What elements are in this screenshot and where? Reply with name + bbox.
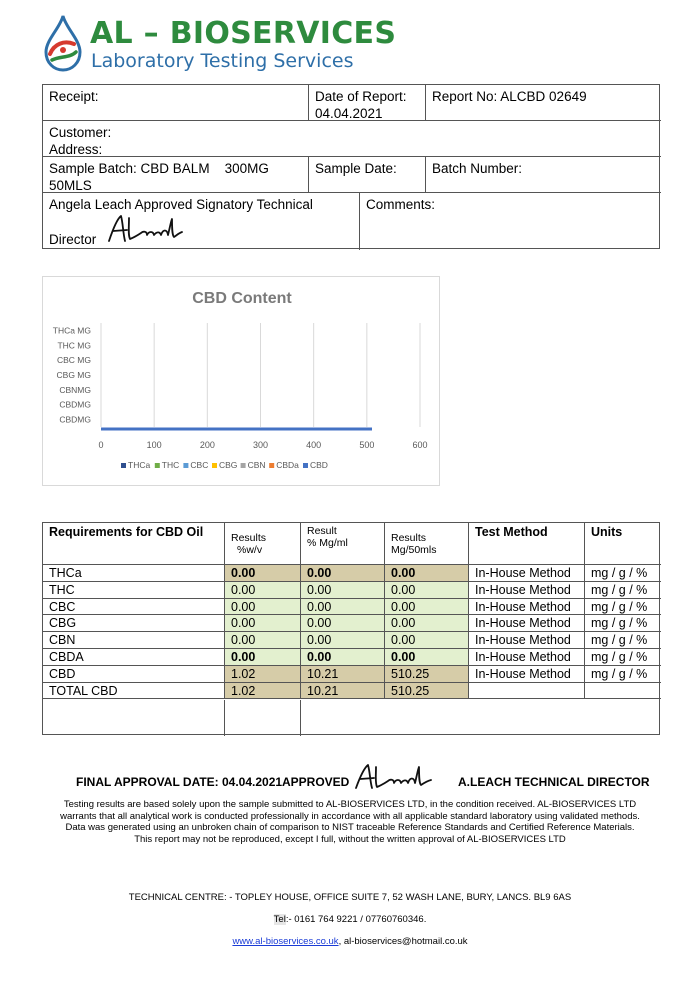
legend-swatch [303,463,308,468]
row-units: mg / g / % [585,565,661,582]
row-result-wv: 0.00 [225,582,301,599]
header-results-mg50ml-line2: Mg/50mls [391,544,437,556]
row-result-mgml: 0.00 [301,649,385,666]
row-result-wv: 1.02 [225,683,301,700]
technical-centre-address: TECHNICAL CENTRE: - TOPLEY HOUSE, OFFICE SUITE 7, 52 WASH LANE, BURY, LANCS. BL9 6AS [128,892,572,903]
customer-label: Customer: [49,125,112,140]
chart-x-tick-label: 200 [199,440,215,450]
row-result-wv: 0.00 [225,649,301,666]
row-units: mg / g / % [585,599,661,616]
email-address[interactable]: al-bioservices@hotmail.co.uk [343,936,468,947]
legend-entry: CBN [247,460,266,470]
address-label: Address: [49,142,103,157]
final-approval-date: FINAL APPROVAL DATE: 04.04.2021 [76,775,283,789]
row-result-wv: 0.00 [225,632,301,649]
contact-separator: , [338,936,344,947]
header-units: Units [585,523,661,565]
chart-x-tick-label: 300 [252,440,269,450]
approval-line [76,772,650,794]
header-results-wv-line1: Results [231,532,267,544]
contact-links [0,936,700,947]
signatory-line2: Director [49,232,97,247]
row-test-method: In-House Method [469,649,585,666]
customer-cell [43,121,661,157]
signature-icon [105,213,185,245]
report-info-table [42,84,660,249]
row-result-mgml: 0.00 [301,632,385,649]
header-result-mgml [301,523,385,565]
chart-x-tick-label: 600 [412,440,428,450]
header-result-mgml-line1: Result [307,525,337,537]
receipt-cell [43,85,309,121]
report-number-cell [426,85,661,121]
row-result-mgml: 0.00 [301,615,385,632]
legend-entry: CBC [190,460,209,470]
empty-cell-remainder [301,700,661,736]
signatory-cell [43,193,360,250]
chart-category-label: THC MG [57,340,91,351]
row-result-mgml: 10.21 [301,666,385,683]
comments-label: Comments: [366,197,436,212]
row-result-mg50ml: 0.00 [385,632,469,649]
chart-gridlines [101,323,420,427]
row-test-method: In-House Method [469,666,585,683]
empty-cell-requirement [43,700,225,736]
header-test-method: Test Method [469,523,585,565]
legend-entry: CBD [310,460,328,470]
header-results-wv-line2: %w/v [237,544,263,556]
row-analyte: CBD [43,666,225,683]
legend-entry: THCa [128,460,151,470]
chart-category-label: CBG MG [56,370,91,380]
approved-label: APPROVED [282,775,350,789]
row-result-mg50ml: 0.00 [385,615,469,632]
approving-director: A.LEACH TECHNICAL DIRECTOR [458,775,650,789]
empty-cell-results [225,700,301,736]
company-logo [40,14,397,74]
row-analyte: CBDA [43,649,225,666]
chart-legend [121,460,328,470]
row-test-method: In-House Method [469,632,585,649]
row-test-method: In-House Method [469,615,585,632]
disclaimer-text: Testing results are based solely upon the sample submitted to AL-BIOSERVICES LTD, in the condition received. AL-BIOSERVICES LTD warrants that all analytical work is conducted professionally in accordance with all applicable standard laboratory using validated methods. Data was generated using an unbroken chain of comparison to NIST traceable Reference Standards and Certified Reference Materials. This report may not be reproduced, except I full, without the written approval of AL-BIOSERVICES LTD [60,799,640,845]
legend-entry: THC [161,460,180,470]
legend-swatch [212,463,217,468]
results-table [42,522,660,735]
header-results-wv [225,523,301,565]
row-units: mg / g / % [585,666,661,683]
chart-x-tick-labels [98,440,427,450]
company-name: AL – BIOSERVICES [90,16,397,51]
row-units [585,683,661,700]
header-requirements: Requirements for CBD Oil [43,523,225,565]
sample-batch-line1: Sample Batch: CBD BALM 300MG [49,161,269,176]
row-result-wv: 0.00 [225,615,301,632]
row-result-mg50ml: 0.00 [385,565,469,582]
chart-x-tick-label: 400 [306,440,322,450]
lab-flask-logo-icon [40,14,86,72]
telephone-numbers: :- 0161 764 9221 / 07760760346. [285,914,427,925]
header-results-mg50ml [385,523,469,565]
row-analyte: THC [43,582,225,599]
legend-swatch [269,463,274,468]
sample-date-label: Sample Date: [315,161,397,176]
legend-swatch [155,463,160,468]
website-link[interactable]: www.al-bioservices.co.uk [232,936,339,947]
row-result-wv: 0.00 [225,599,301,616]
date-of-report-cell [309,85,426,121]
company-tagline: Laboratory Testing Services [91,50,354,72]
row-result-mgml: 0.00 [301,582,385,599]
approval-signature-icon [352,762,434,792]
sample-date-cell [309,157,426,193]
row-analyte: CBC [43,599,225,616]
row-analyte: CBG [43,615,225,632]
row-result-mg50ml: 510.25 [385,666,469,683]
receipt-label: Receipt: [49,89,99,104]
chart-category-label: CBC MG [57,355,91,366]
report-number: Report No: ALCBD 02649 [432,89,587,104]
header-result-mgml-line2: % Mg/ml [307,537,348,549]
legend-entry: CBG [219,460,238,470]
chart-x-tick-label: 0 [98,440,104,450]
row-analyte: TOTAL CBD [43,683,225,700]
row-units: mg / g / % [585,632,661,649]
row-test-method: In-House Method [469,599,585,616]
chart-category-label: CBDMG [59,414,91,425]
row-result-wv: 0.00 [225,565,301,582]
legend-swatch [241,463,246,468]
comments-cell [360,193,661,250]
row-result-wv: 1.02 [225,666,301,683]
signatory-line1: Angela Leach Approved Signatory Technical [49,197,313,212]
header-results-mg50ml-line1: Results [391,532,427,544]
telephone-label: Tel [273,914,286,925]
date-of-report-label: Date of Report: [315,89,407,104]
chart-category-label: CBNMG [59,384,91,395]
legend-swatch [183,463,188,468]
row-result-mg50ml: 0.00 [385,582,469,599]
row-result-mg50ml: 0.00 [385,649,469,666]
row-analyte: CBN [43,632,225,649]
chart-category-label: CBDMG [59,399,91,410]
batch-number-label: Batch Number: [432,161,523,176]
row-analyte: THCa [43,565,225,582]
row-units: mg / g / % [585,582,661,599]
chart-category-labels [53,325,91,424]
row-result-mgml: 10.21 [301,683,385,700]
row-result-mg50ml: 510.25 [385,683,469,700]
chart-canvas [43,277,441,487]
legend-entry: CBDa [276,460,299,470]
row-units: mg / g / % [585,615,661,632]
chart-title: CBD Content [192,290,292,307]
chart-x-tick-label: 100 [146,440,162,450]
sample-batch-cell [43,157,309,193]
batch-number-cell [426,157,661,193]
row-test-method: In-House Method [469,582,585,599]
chart-x-tick-label: 500 [359,440,375,450]
row-units: mg / g / % [585,649,661,666]
row-result-mg50ml: 0.00 [385,599,469,616]
date-of-report-value: 04.04.2021 [315,106,383,121]
cbd-content-chart [42,276,440,486]
legend-swatch [121,463,126,468]
chart-category-label: THCa MG [52,325,91,336]
telephone-line [0,914,700,925]
row-test-method: In-House Method [469,565,585,582]
row-result-mgml: 0.00 [301,599,385,616]
sample-batch-line2: 50MLS [49,178,92,193]
row-result-mgml: 0.00 [301,565,385,582]
row-test-method [469,683,585,700]
